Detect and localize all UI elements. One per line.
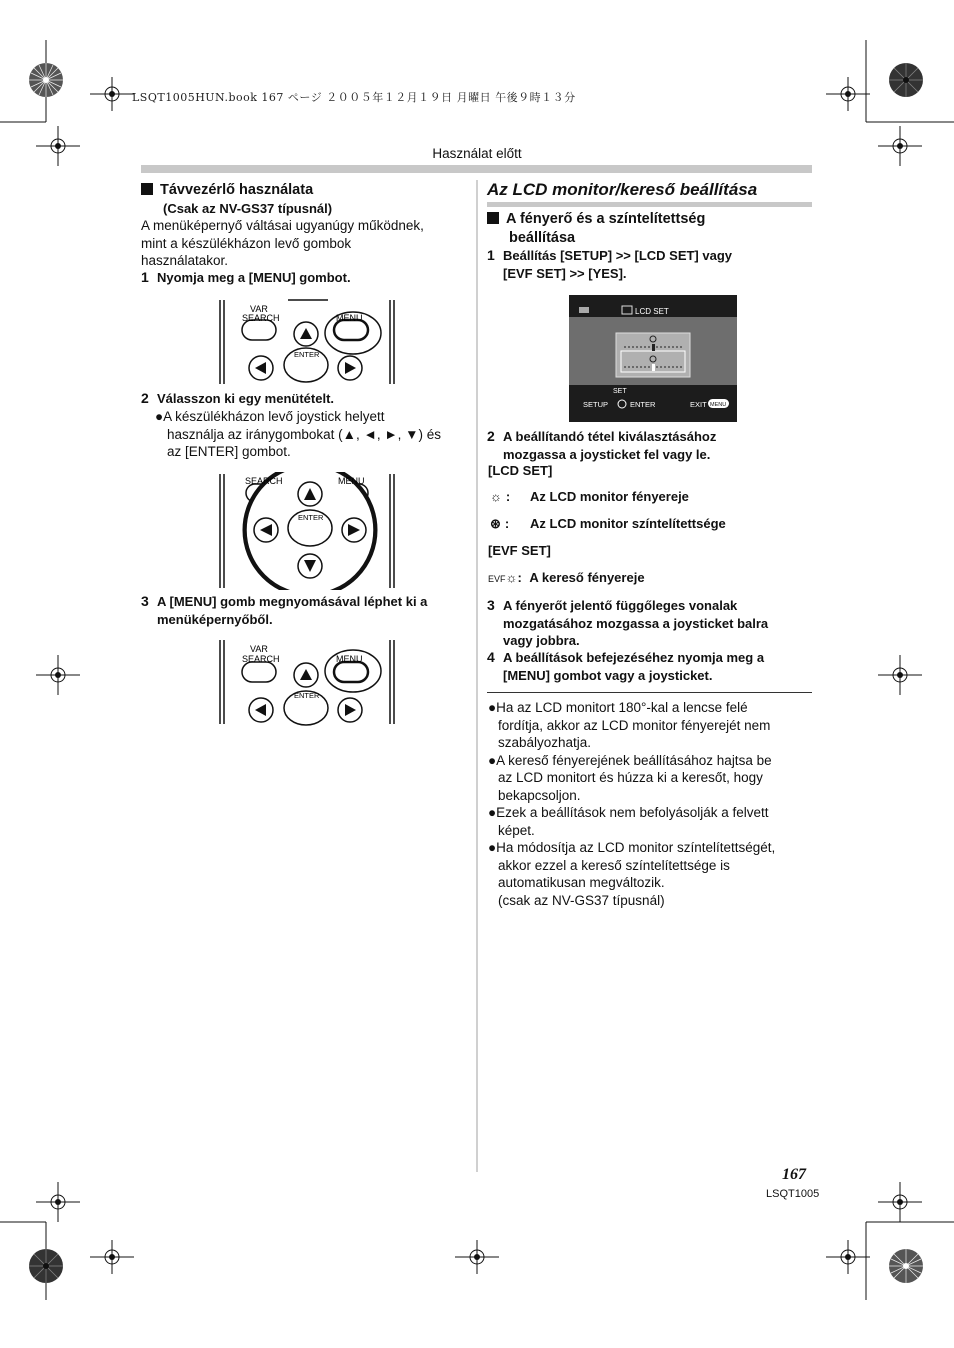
note-item: ●Ezek a beállítások nem befolyásolják a felvett képet. [488, 805, 769, 838]
right-arrow-button-icon [338, 698, 362, 722]
evf-brightness-row: EVF☼: A kereső fényereje [488, 570, 645, 585]
left-heading: Távvezérlő használata [141, 181, 313, 200]
square-bullet-icon [487, 212, 499, 224]
enter-label: ENTER [294, 691, 320, 700]
search-label: SEARCH [242, 654, 280, 664]
remote-control-figure-1 [218, 298, 396, 386]
crosshair-mark [36, 655, 80, 695]
bullet-icon: ● [488, 700, 497, 715]
sunburst-mark [28, 62, 64, 98]
sunburst-mark [888, 62, 924, 98]
crosshair-mark [878, 655, 922, 695]
sunburst-mark [888, 1248, 924, 1284]
crosshair-mark [878, 1182, 922, 1222]
left-arrow-button-icon [249, 356, 273, 380]
sun-brightness-icon: ☼ [505, 570, 518, 585]
var-label: VAR [250, 304, 268, 314]
menu-label: MENU [336, 313, 363, 323]
note-item: ●Ha az LCD monitort 180°-kal a lencse felé fordítja, akkor az LCD monitor fényerejét nem szabályozhatja. [488, 700, 771, 750]
right-title: Az LCD monitor/kereső beállítása [487, 180, 758, 199]
lcd-set-label: SET [613, 388, 627, 395]
lcd-set-screen [569, 295, 737, 422]
remote-control-figure-2 [218, 472, 396, 590]
left-intro: A menüképernyő váltásai ugyanúgy működnek, mint a készülékházon levő gombok használatakor. [141, 218, 424, 268]
left-arrow-button-icon [254, 518, 278, 542]
notes-list [488, 699, 775, 909]
lcd-brightness-row: ☼ : Az LCD monitor fényereje [490, 489, 689, 504]
left-step-3: 3 A [MENU] gomb megnyomásával léphet ki a menüképernyőből. [141, 593, 428, 627]
lcd-title: LCD SET [635, 307, 669, 316]
right-heading: A fényerő és a színtelítettség beállítása [487, 210, 705, 247]
crosshair-mark [455, 1240, 499, 1274]
right-step-3: 3 A fényerőt jelentő függőleges vonalak mozgatásához mozgassa a joysticket balra vagy jobbra. [487, 597, 769, 648]
lcd-set-label: [LCD SET] [488, 463, 553, 478]
right-arrow-button-icon [338, 356, 362, 380]
lcd-saturation-row: ⊛ : Az LCD monitor színtelítettsége [490, 516, 726, 531]
search-label: SEARCH [242, 313, 280, 323]
var-label: VAR [250, 644, 268, 654]
menu-label: MENU [336, 654, 363, 664]
lcd-setup-label: SETUP [583, 400, 609, 409]
top-bar [141, 165, 812, 173]
search-label: SEARCH [245, 476, 283, 486]
right-step-1: 1 Beállítás [SETUP] >> [LCD SET] vagy [EVF SET] >> [YES]. [487, 247, 733, 281]
left-step-2-bullet: ●A készülékházon levő joystick helyett használja az iránygombokat (▲, ◄, ►, ▼) és az [ENTER] gombot. [155, 409, 442, 459]
enter-label: ENTER [294, 350, 320, 359]
menu-label: MENU [338, 476, 365, 486]
crosshair-mark [826, 77, 870, 111]
bullet-icon: ● [488, 752, 497, 768]
sun-brightness-icon: ☼ [490, 489, 502, 504]
note-item: ●Ha módosítja az LCD monitor színtelítettségét, akkor ezzel a kereső színtelítettsége is automatikusan megváltozik. (csak az NV-GS37 típusnál) [488, 840, 776, 908]
enter-label: ENTER [298, 513, 324, 522]
column-divider [476, 180, 478, 1172]
crosshair-mark [36, 1182, 80, 1222]
lcd-enter-label: ENTER [630, 400, 656, 409]
notes-rule [487, 692, 812, 693]
remote-control-figure-3 [218, 638, 396, 726]
up-arrow-button-icon [298, 482, 322, 506]
page-code: LSQT1005 [766, 1188, 820, 1200]
up-arrow-button-icon [294, 322, 318, 346]
left-step-2: 2 Válasszon ki egy menütételt. [141, 390, 335, 406]
sunburst-mark [28, 1248, 64, 1284]
camera-mode-icon [579, 307, 589, 313]
crosshair-mark [826, 1240, 870, 1274]
left-subheading: (Csak az NV-GS37 típusnál) [163, 201, 333, 216]
right-step-4: 4 A beállítások befejezéséhez nyomja meg a [MENU] gombot vagy a joysticket. [487, 649, 765, 683]
evf-set-label: [EVF SET] [488, 543, 551, 558]
bullet-icon: ● [488, 840, 497, 855]
crosshair-mark [90, 77, 134, 111]
color-saturation-icon: ⊛ [490, 516, 501, 531]
left-arrow-button-icon [249, 698, 273, 722]
up-arrow-button-icon [294, 663, 318, 687]
crosshair-mark [90, 1240, 134, 1274]
lcd-menu-label: MENU [710, 402, 727, 408]
lcd-exit-label: EXIT [690, 400, 707, 409]
note-item: ●A kereső fényerejének beállításához hajtsa be az LCD monitort és húzza ki a keresőt, hogy bekapcsoljon. [488, 752, 772, 803]
bullet-icon: ● [488, 805, 497, 820]
section-label: Használat előtt [432, 146, 522, 161]
right-step-2: 2 A beállítandó tétel kiválasztásához mozgassa a joysticket fel vagy le. [487, 428, 717, 462]
print-header: LSQT1005HUN.book 167 ページ ２００５年１２月１９日 月曜日 午後９時１３分 [132, 91, 576, 104]
right-arrow-button-icon [342, 518, 366, 542]
down-arrow-button-icon [298, 554, 322, 578]
bullet-icon: ● [155, 409, 164, 424]
page-number: 167 [782, 1166, 806, 1183]
left-step-1: 1 Nyomja meg a [MENU] gombot. [141, 269, 351, 285]
right-title-bar [487, 202, 812, 207]
square-bullet-icon [141, 183, 153, 195]
